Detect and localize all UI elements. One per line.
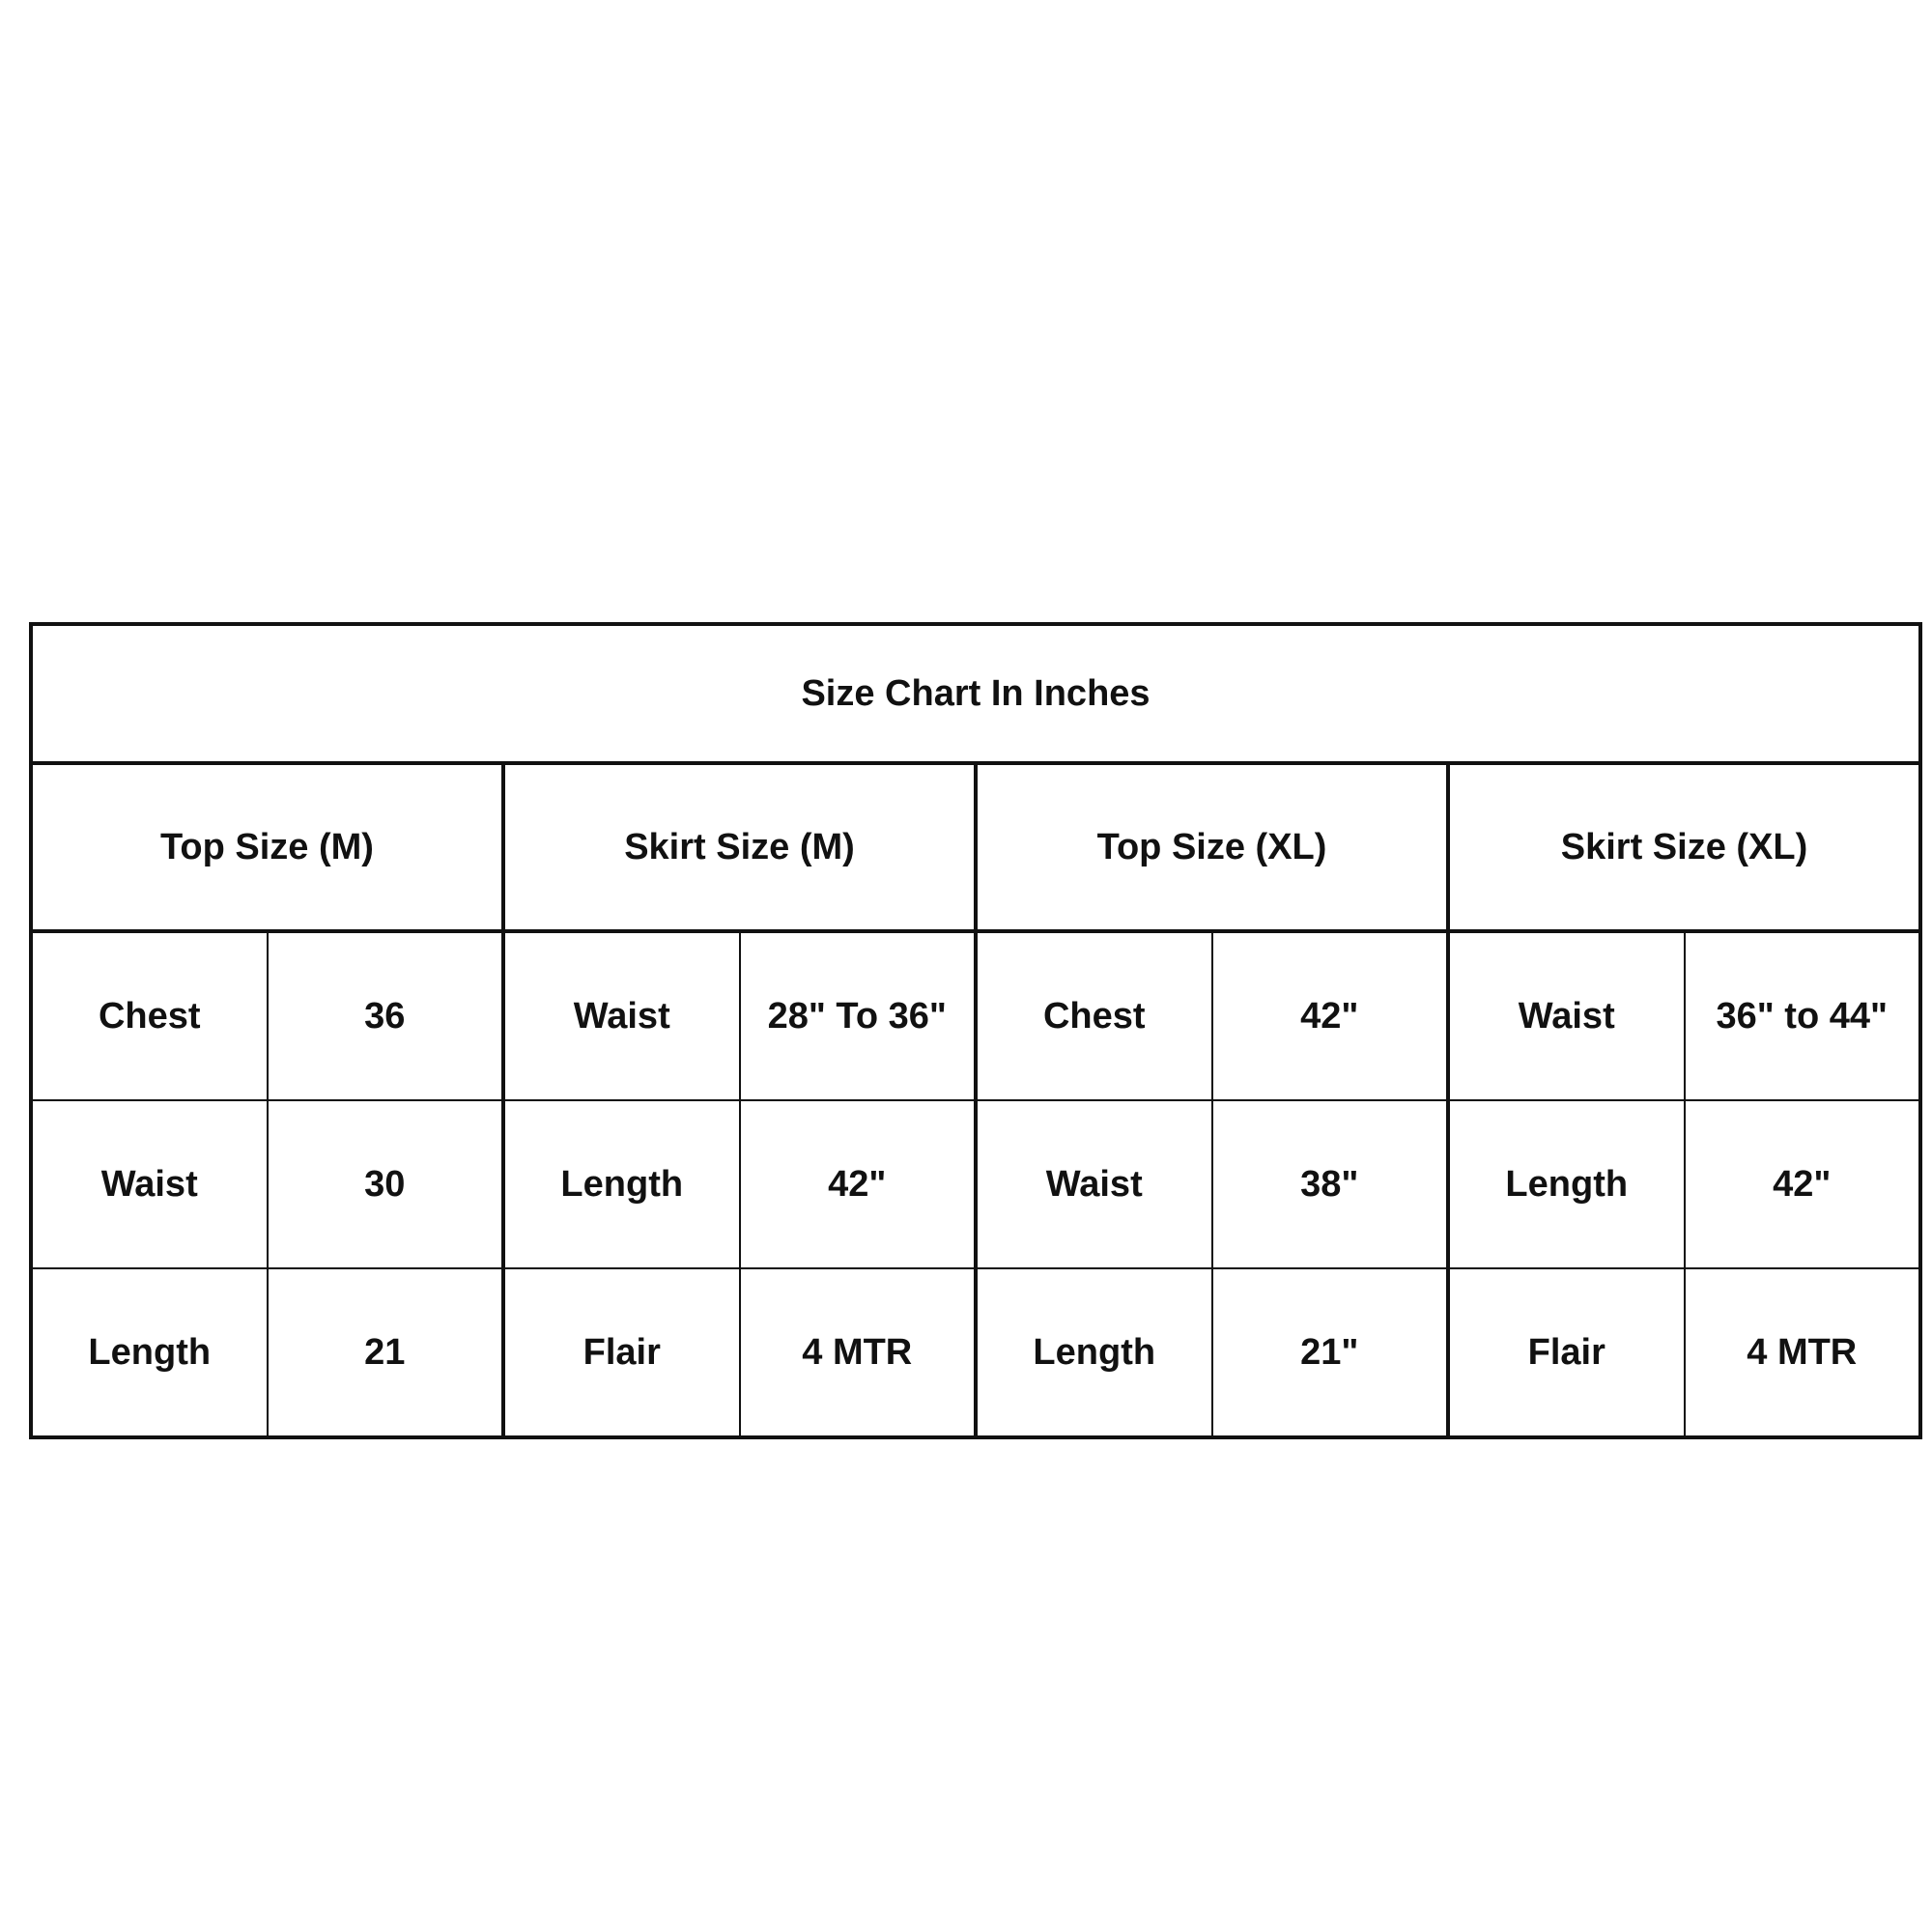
table-row — [31, 1268, 1920, 1437]
measure-label: Length — [1448, 1100, 1685, 1268]
group-header-skirt-m: Skirt Size (M) — [503, 763, 976, 931]
group-header-row — [31, 763, 1920, 931]
measure-label: Length — [976, 1268, 1212, 1437]
measure-value: 4 MTR — [1685, 1268, 1921, 1437]
group-header-top-xl: Top Size (XL) — [976, 763, 1448, 931]
measure-label: Chest — [976, 931, 1212, 1100]
measure-value: 21" — [1212, 1268, 1449, 1437]
measure-value: 36" to 44" — [1685, 931, 1921, 1100]
measure-label: Waist — [1448, 931, 1685, 1100]
measure-label: Chest — [31, 931, 268, 1100]
measure-value: 21 — [268, 1268, 504, 1437]
table-title: Size Chart In Inches — [31, 624, 1920, 763]
measure-label: Flair — [503, 1268, 740, 1437]
measure-label: Length — [503, 1100, 740, 1268]
table-row — [31, 931, 1920, 1100]
measure-value: 42" — [740, 1100, 977, 1268]
title-row — [31, 624, 1920, 763]
measure-label: Length — [31, 1268, 268, 1437]
measure-value: 36 — [268, 931, 504, 1100]
size-chart-table — [29, 622, 1922, 1439]
measure-label: Waist — [976, 1100, 1212, 1268]
measure-label: Flair — [1448, 1268, 1685, 1437]
measure-value: 30 — [268, 1100, 504, 1268]
measure-value: 4 MTR — [740, 1268, 977, 1437]
measure-value: 38" — [1212, 1100, 1449, 1268]
measure-value: 42" — [1685, 1100, 1921, 1268]
group-header-skirt-xl: Skirt Size (XL) — [1448, 763, 1920, 931]
measure-value: 42" — [1212, 931, 1449, 1100]
measure-value: 28" To 36" — [740, 931, 977, 1100]
measure-label: Waist — [503, 931, 740, 1100]
group-header-top-m: Top Size (M) — [31, 763, 503, 931]
measure-label: Waist — [31, 1100, 268, 1268]
table-row — [31, 1100, 1920, 1268]
